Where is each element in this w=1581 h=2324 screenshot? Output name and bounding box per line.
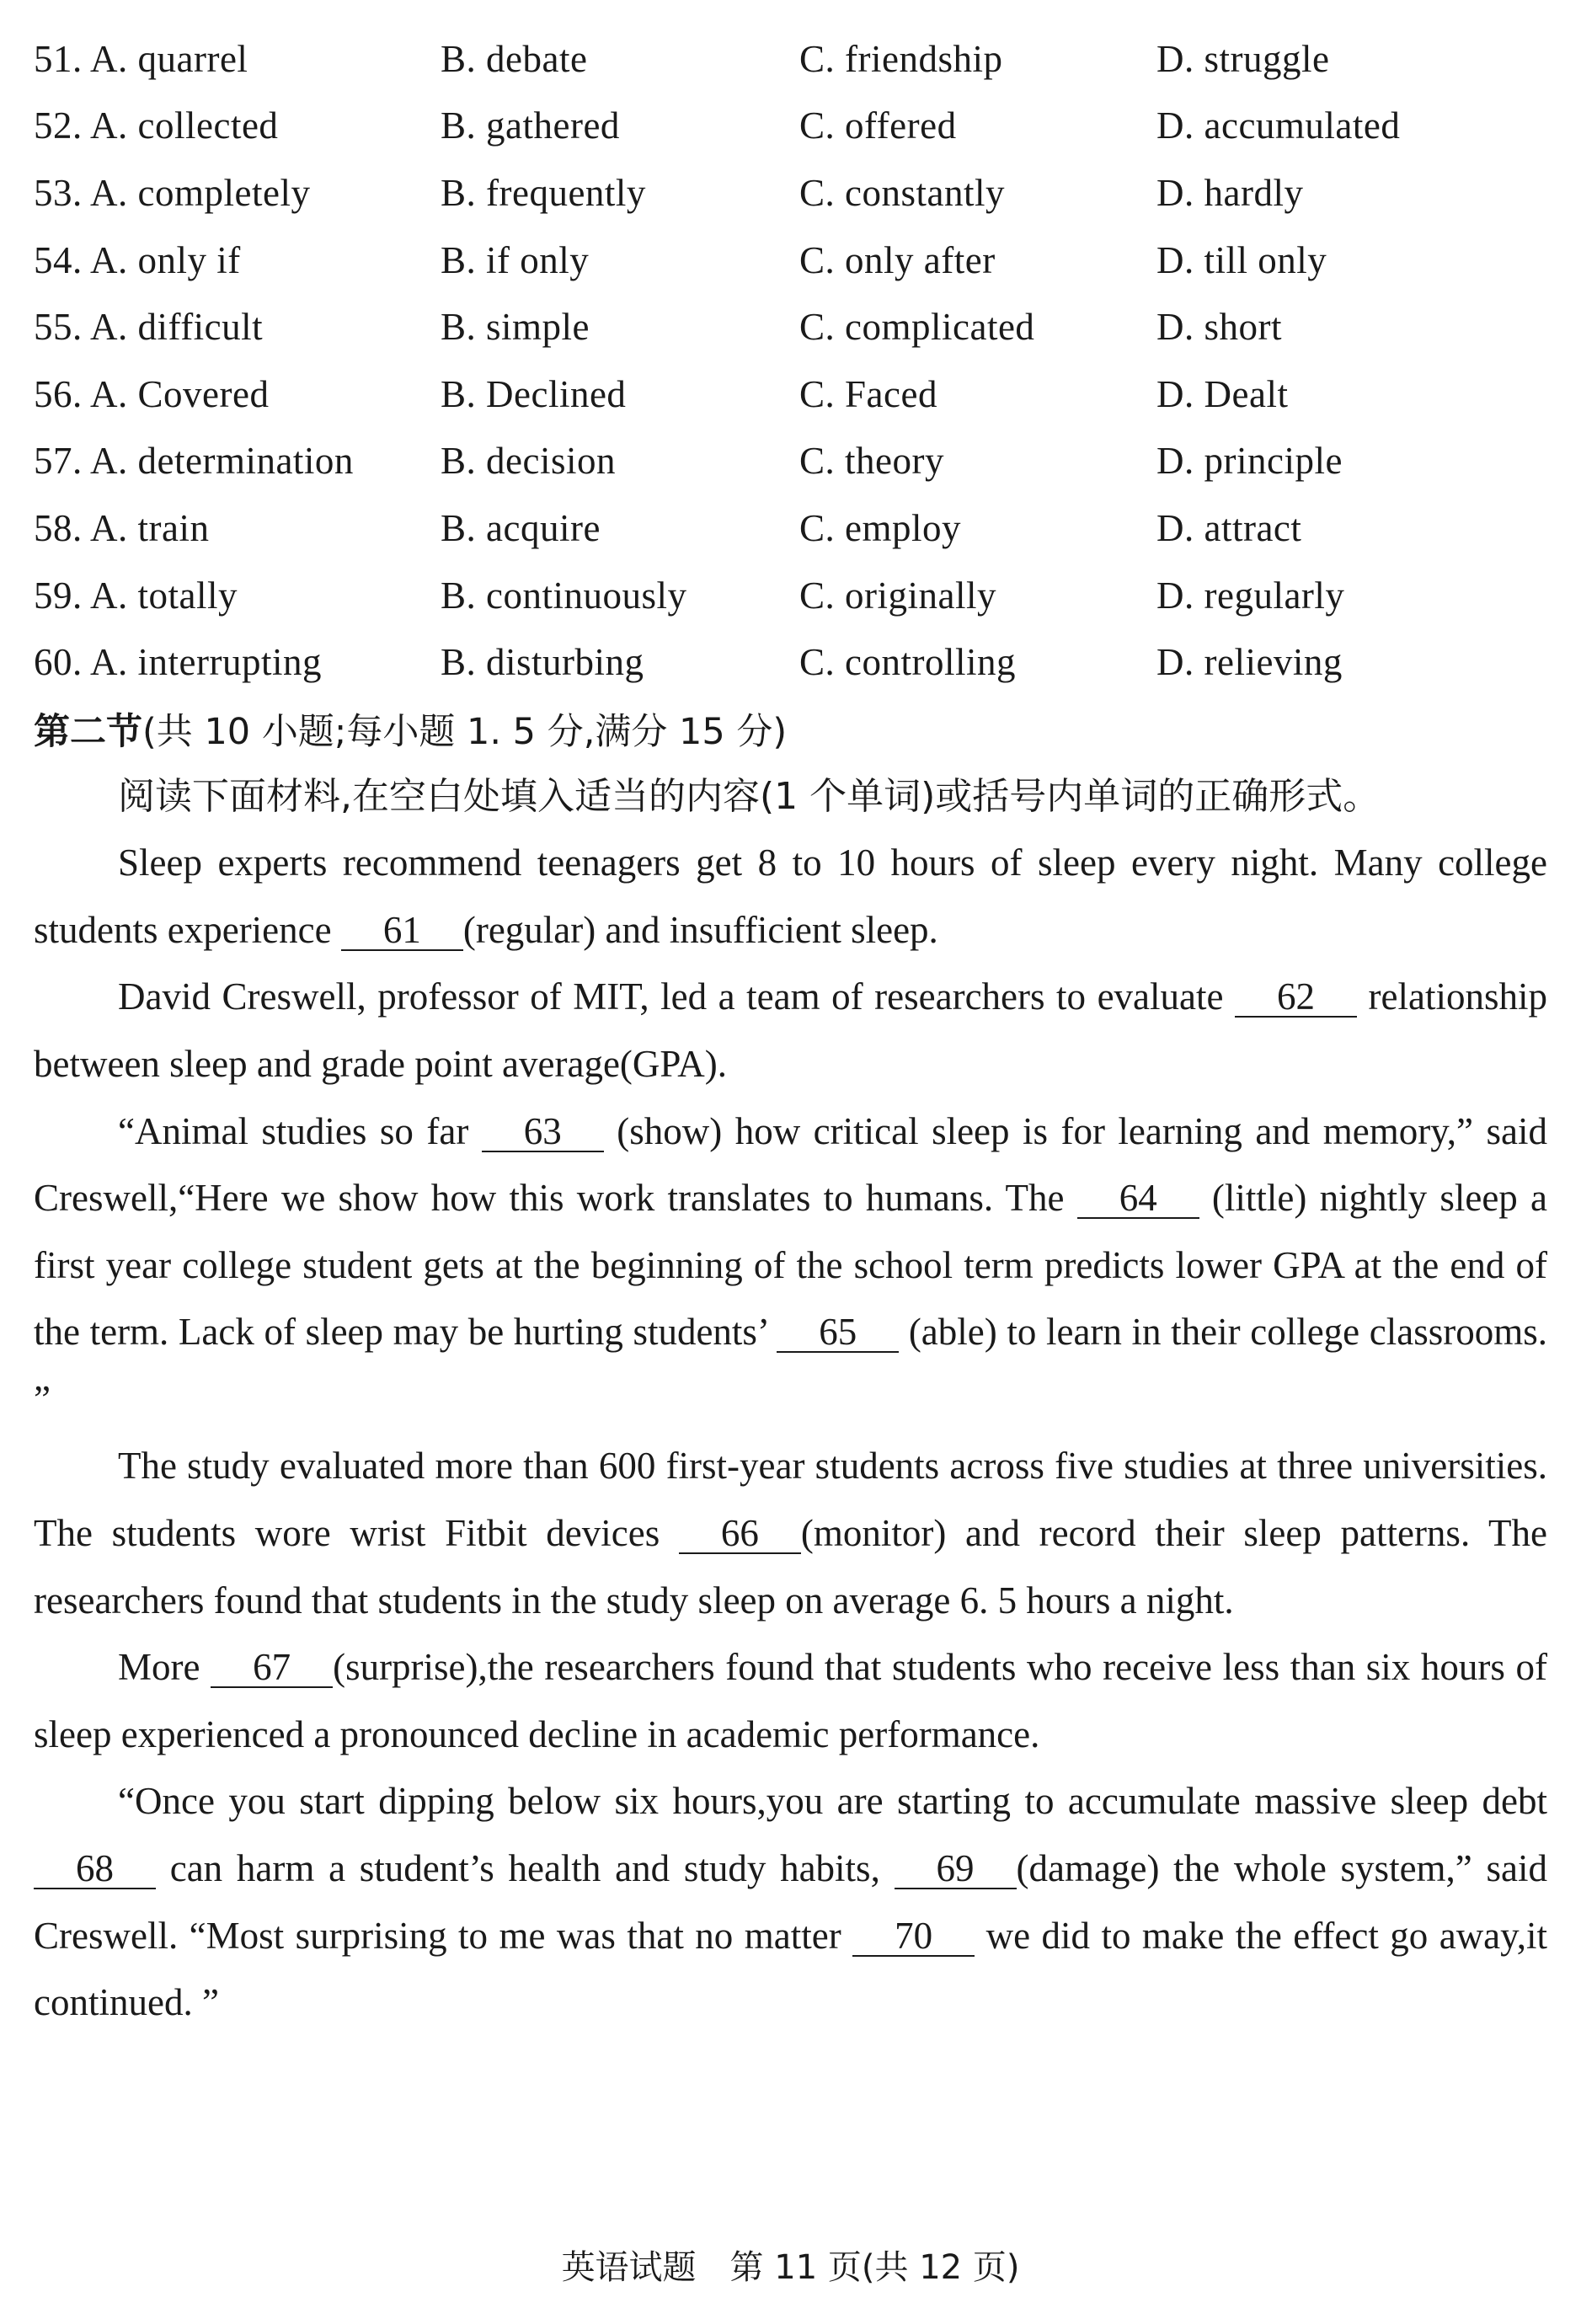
option-c: C. controlling <box>799 641 1016 684</box>
option-d: D. struggle <box>1156 37 1330 80</box>
exam-page <box>34 25 1547 2037</box>
passage-text: (surprise),the researchers found that students who receive less than six hours of sleep experienced a pronounced decline in academic performance. <box>34 1646 1547 1755</box>
option-c: C. Faced <box>799 372 937 415</box>
option-a: 60. A. interrupting <box>34 641 322 684</box>
option-row <box>34 227 1547 294</box>
option-b: B. frequently <box>441 171 646 214</box>
options-list <box>34 25 1547 696</box>
passage-text: (monitor) and record their sleep patterns. The researchers found that students in the study sleep on average 6. 5 hours a night. <box>34 1512 1548 1621</box>
passage-text: can harm a student’s health and study habits, <box>156 1847 895 1890</box>
passage-text: “Once you start dipping below six hours,you are starting to accumulate massive sleep debt <box>118 1780 1547 1823</box>
option-a: 54. A. only if <box>34 238 241 281</box>
option-d: D. Dealt <box>1156 372 1289 415</box>
option-d: D. hardly <box>1156 171 1304 214</box>
option-b: B. simple <box>441 306 590 349</box>
passage-text: David Creswell, professor of MIT, led a team of researchers to evaluate <box>118 975 1235 1018</box>
section-title: 第二节 <box>34 711 142 754</box>
passage-text: relationship between sleep and grade point average(GPA). <box>34 975 1547 1085</box>
option-d: D. regularly <box>1156 574 1345 617</box>
passage-paragraph-4 <box>34 1433 1547 1634</box>
blank-67: 67 <box>211 1648 333 1688</box>
option-row <box>34 25 1547 93</box>
section-instruction: 阅读下面材料,在空白处填入适当的内容(1 个单词)或括号内单词的正确形式。 <box>118 774 1381 818</box>
option-c: C. only after <box>799 238 996 281</box>
passage-text: (show) how critical sleep is for learning and memory,” said Creswell,“Here we show how this work translates to humans. The <box>34 1109 1547 1220</box>
option-b: B. Declined <box>441 372 627 415</box>
option-c: C. employ <box>799 506 961 549</box>
blank-63: 63 <box>482 1112 604 1152</box>
option-row <box>34 494 1547 562</box>
option-b: B. if only <box>441 238 590 281</box>
option-c: C. friendship <box>799 37 1003 80</box>
option-a: 52. A. collected <box>34 104 279 147</box>
option-c: C. originally <box>799 574 996 617</box>
blank-65: 65 <box>777 1312 899 1353</box>
blank-68: 68 <box>34 1849 156 1889</box>
option-row <box>34 628 1547 696</box>
option-b: B. gathered <box>441 104 620 147</box>
option-b: B. continuously <box>441 574 687 617</box>
blank-70: 70 <box>852 1916 975 1957</box>
option-c: C. constantly <box>799 171 1005 214</box>
option-a: 55. A. difficult <box>34 306 264 349</box>
option-a: 56. A. Covered <box>34 372 270 415</box>
passage-paragraph-2 <box>34 964 1547 1098</box>
option-d: D. short <box>1156 306 1282 349</box>
passage-text: (regular) and insufficient sleep. <box>462 908 938 951</box>
passage-paragraph-3 <box>34 1098 1547 1434</box>
passage-text: The study evaluated more than 600 first-year students across five studies at three universities. The students wore wrist Fitbit devices <box>34 1445 1547 1555</box>
passage-paragraph-6 <box>34 1768 1547 2036</box>
option-d: D. principle <box>1156 440 1343 483</box>
option-d: D. accumulated <box>1156 104 1401 147</box>
option-d: D. till only <box>1156 238 1327 281</box>
blank-69: 69 <box>895 1849 1017 1889</box>
passage-paragraph-1 <box>34 830 1547 964</box>
blank-62: 62 <box>1235 977 1357 1018</box>
option-a: 57. A. determination <box>34 440 354 483</box>
section-detail: (共 10 小题;每小题 1. 5 分,满分 15 分) <box>142 711 788 754</box>
blank-61: 61 <box>341 911 463 951</box>
option-row <box>34 159 1547 227</box>
option-row <box>34 562 1547 629</box>
option-b: B. debate <box>441 37 588 80</box>
option-d: D. relieving <box>1156 641 1343 684</box>
option-a: 58. A. train <box>34 506 210 549</box>
option-a: 51. A. quarrel <box>34 37 248 80</box>
option-b: B. acquire <box>441 506 601 549</box>
option-c: C. offered <box>799 104 957 147</box>
page-footer: 英语试题 第 11 页(共 12 页) <box>561 2248 1020 2287</box>
passage-text: Sleep experts recommend teenagers get 8 to 10 hours of sleep every night. Many college students experience <box>34 841 1547 951</box>
option-c: C. complicated <box>799 306 1035 349</box>
option-c: C. theory <box>799 440 944 483</box>
option-row <box>34 428 1547 495</box>
passage-text: “Animal studies so far <box>118 1109 482 1152</box>
passage-text: More <box>118 1646 211 1689</box>
passage-text: we did to make the effect go away,it continued. ” <box>34 1914 1547 2024</box>
passage-text: (little) nightly sleep a first year college student gets at the beginning of the school term predicts lower GPA at the end of the term. Lack of sleep may be hurting students’ <box>34 1177 1547 1354</box>
option-d: D. attract <box>1156 506 1302 549</box>
blank-66: 66 <box>679 1514 801 1554</box>
option-row <box>34 293 1547 361</box>
blank-64: 64 <box>1077 1178 1199 1219</box>
option-a: 53. A. completely <box>34 171 311 214</box>
option-row <box>34 93 1547 160</box>
passage-text: (able) to learn in their college classrooms. ” <box>34 1311 1547 1420</box>
option-b: B. disturbing <box>441 641 644 684</box>
option-a: 59. A. totally <box>34 574 238 617</box>
passage-paragraph-5 <box>34 1634 1547 1768</box>
section-heading <box>34 696 1547 763</box>
passage-text: (damage) the whole system,” said Creswell. “Most surprising to me was that no matter <box>34 1847 1547 1957</box>
option-row <box>34 361 1547 428</box>
option-b: B. decision <box>441 440 616 483</box>
